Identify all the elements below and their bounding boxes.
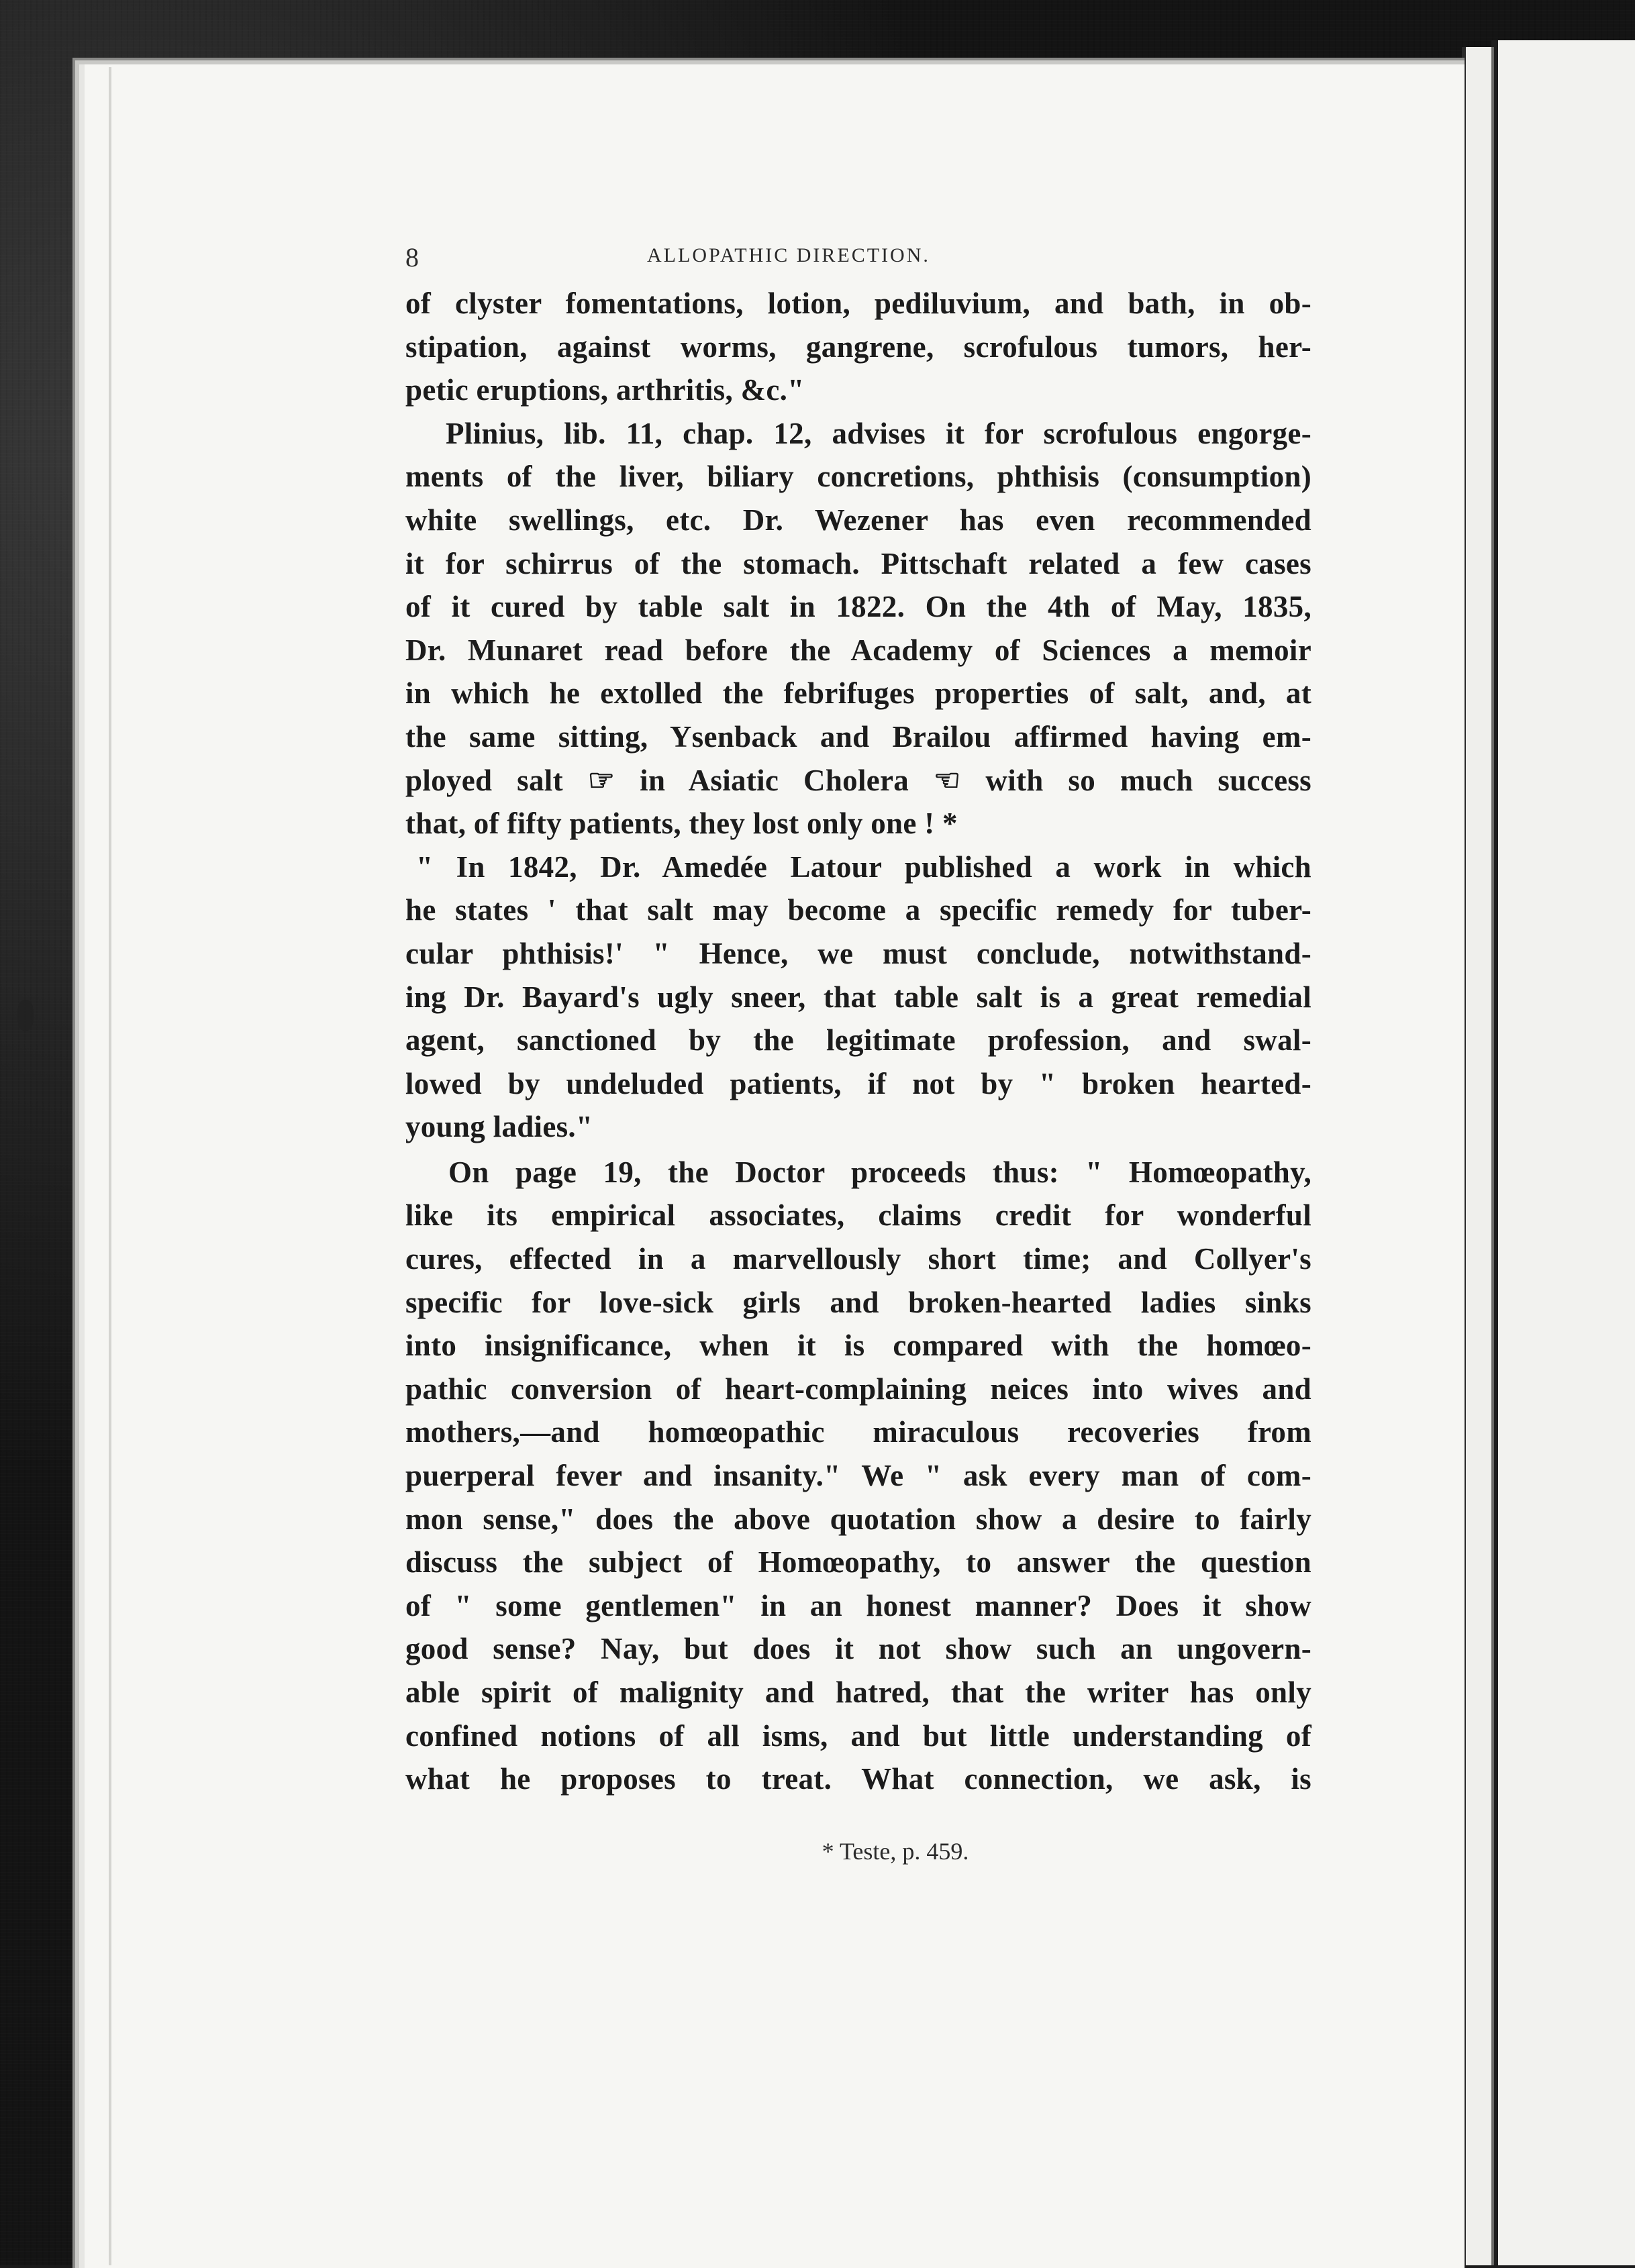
text-line: ing Dr. Bayard's ugly sneer, that table salt is a great remedial	[405, 980, 1311, 1014]
text-line: pathic conversion of heart-complaining neices into wives and	[405, 1372, 1311, 1406]
text-line: like its empirical associates, claims credit for wonderful	[405, 1198, 1311, 1233]
text-line: confined notions of all isms, and but little understanding of	[405, 1718, 1311, 1753]
text-line: discuss the subject of Homœopathy, to answer the question	[405, 1545, 1311, 1580]
text-line: stipation, against worms, gangrene, scrofulous tumors, her-	[405, 329, 1311, 364]
text-line: Dr. Munaret read before the Academy of Sciences a memoir	[405, 633, 1311, 667]
text-line: Plinius, lib. 11, chap. 12, advises it for scrofulous engorge-	[446, 416, 1311, 450]
text-line: into insignificance, when it is compared with the homœo-	[405, 1329, 1311, 1363]
text-line: ments of the liver, biliary concretions, phthisis (consumption)	[405, 460, 1311, 494]
next-page-edge	[1491, 40, 1635, 2265]
text-line: in which he extolled the febrifuges properties of salt, and, at	[405, 676, 1311, 711]
text-line: ployed salt ☞ in Asiatic Cholera ☜ with so much success	[405, 763, 1311, 797]
text-line: " In 1842, Dr. Amedée Latour published a work in which	[416, 849, 1311, 884]
text-line: puerperal fever and insanity." We " ask every man of com-	[405, 1459, 1311, 1493]
running-head	[405, 242, 1311, 282]
text-line: agent, sanctioned by the legitimate profession, and swal-	[405, 1023, 1311, 1058]
text-line: that, of fifty patients, they lost only one ! *	[405, 807, 958, 841]
text-line: able spirit of malignity and hatred, that the writer has only	[405, 1676, 1311, 1709]
text-line: the same sitting, Ysenback and Brailou affirmed having em-	[405, 719, 1311, 754]
text-line: cures, effected in a marvellously short time; and Collyer's	[405, 1242, 1311, 1276]
text-line: of " some gentlemen" in an honest manner? Does it show	[405, 1588, 1311, 1622]
scan-smudge	[17, 1000, 34, 1031]
text-line: mon sense," does the above quotation show a desire to fairly	[405, 1502, 1311, 1536]
text-line: he states ' that salt may become a specific remedy for tuber-	[405, 893, 1311, 927]
text-line: petic eruptions, arthritis, &c."	[405, 373, 805, 407]
text-line: it for schirrus of the stomach. Pittschaft related a few cases	[405, 546, 1311, 580]
page-number: 8	[405, 242, 421, 272]
page-edge	[1462, 47, 1494, 2265]
text-line: what he proposes to treat. What connection, we ask, is	[405, 1762, 1311, 1796]
body-text	[405, 282, 1311, 1801]
footnote: * Teste, p. 459.	[822, 1837, 969, 1865]
text-line: On page 19, the Doctor proceeds thus: " Homœopathy,	[448, 1155, 1311, 1189]
text-line: cular phthisis!' " Hence, we must conclude, notwithstand-	[405, 936, 1311, 970]
text-line: of clyster fomentations, lotion, pediluvium, and bath, in ob-	[405, 287, 1311, 320]
running-title: ALLOPATHIC DIRECTION.	[647, 244, 930, 266]
text-line: white swellings, etc. Dr. Wezener has even recommended	[405, 503, 1311, 537]
text-line: of it cured by table salt in 1822. On the 4th of May, 1835,	[405, 590, 1311, 624]
page-text-block	[405, 242, 1311, 1865]
text-line: young ladies."	[405, 1110, 593, 1144]
text-line: mothers,—and homœopathic miraculous recoveries from	[405, 1415, 1311, 1449]
page-fold	[109, 67, 111, 2265]
text-line: good sense? Nay, but does it not show such an ungovern-	[405, 1632, 1311, 1666]
text-line: lowed by undeluded patients, if not by " broken hearted-	[405, 1066, 1311, 1100]
text-line: specific for love-sick girls and broken-hearted ladies sinks	[405, 1285, 1311, 1319]
